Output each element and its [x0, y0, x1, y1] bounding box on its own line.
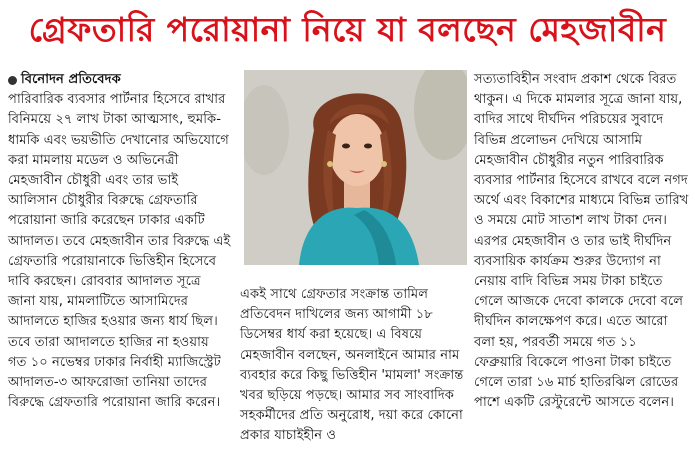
byline-text: বিনোদন প্রতিবেদক — [21, 72, 121, 87]
byline — [8, 70, 231, 90]
column-3-text: সত্যতাবিহীন সংবাদ প্রকাশ থেকে বিরত থাকুন। এ দিকে মামলার সূত্রে জানা যায়, বাদির সাথে দীর্ঘদিন পরিচয়ের সুবাদে বিভিন্ন প্রলোভন দেখিয়ে আসামি মেহজাবীন চৌধুরীর নতুন পারিবারিক ব্যবসার পার্টনার হিসেবে রাখবে বলে নগদ অর্থে এবং বিকাশের মাধ্যমে বিভিন্ন তারিখ ও সময়ে মোট সাতাশ লাখ টাকা দেন। এরপর মেহজাবীন ও তার ভাই দীর্ঘদিন ব্যবসায়িক কার্যক্রম শুরুর উদ্যোগ না নেয়ায় বাদি বিভিন্ন সময় টাকা চাইতে গেলে আজকে দেবো কালকে দেবো বলে দীর্ঘদিন কালক্ষেপণ করে। এতে আরো বলা হয়, পরবর্তী সময়ে গত ১১ ফেব্রুয়ারি বিকেলে পাওনা টাকা চাইতে গেলে তারা ১৬ মার্চ হাতিরঝিল রোডের পাশে একটি রেস্টুরেন্টে আসতে বলেন। — [474, 72, 689, 411]
article-headline: গ্রেফতারি পরোয়ানা নিয়ে যা বলছেন মেহজাবীন — [28, 10, 667, 49]
bullet-icon — [8, 76, 17, 85]
column-2-text: একই সাথে গ্রেফতার সংক্রান্ত তামিল প্রতিবেদন দাখিলের জন্য আগামী ১৮ ডিসেম্বর ধার্য করা হয়েছে। এ বিষয়ে মেহজাবীন বলছেন, অনলাইনে আমার নাম ব্যবহার করে কিছু ভিত্তিহীন 'মামলা' সংক্রান্ত খবর ছড়িয়ে পড়ছে। আমার সব সাংবাদিক সহকর্মীদের প্রতি অনুরোধ, দয়া করে কোনো প্রকার যাচাইহীন ও — [240, 287, 464, 444]
article-column-1 — [8, 70, 231, 413]
column-1-text: পারিবারিক ব্যবসার পার্টনার হিসেবে রাখার বিনিময়ে ২৭ লাখ টাকা আত্মসাৎ, হুমকি-ধামকি এবং ভয়ভীতি দেখানোর অভিযোগে করা মামলায় মডেল ও অভিনেত্রী মেহজাবীন চৌধুরী এবং তার ভাই আলিসান চৌধুরীর বিরুদ্ধে গ্রেফতারি পরোয়ানা জারি করেছেন ঢাকার একটি আদালত। তবে মেহজাবীন তার বিরুদ্ধে এই গ্রেফতারি পরোয়ানাকে ভিত্তিহীন হিসেবে দাবি করছেন। রোববার আদালত সূত্রে জানা যায়, মামলাটিতে আসামিদের আদালতে হাজির হওয়ার জন্য ধার্য ছিল। তবে তারা আদালতে হাজির না হওয়ায় গত ১০ নভেম্বর ঢাকার নির্বাহী ম্যাজিস্ট্রেট আদালত-৩ আফরোজা তানিয়া তাদের বিরুদ্ধে গ্রেফতারি পরোয়ানা জারি করেন। — [8, 92, 231, 411]
article-column-3 — [474, 70, 689, 413]
article-photo — [244, 70, 467, 265]
portrait-illustration — [244, 70, 467, 265]
article-column-2 — [240, 285, 467, 447]
